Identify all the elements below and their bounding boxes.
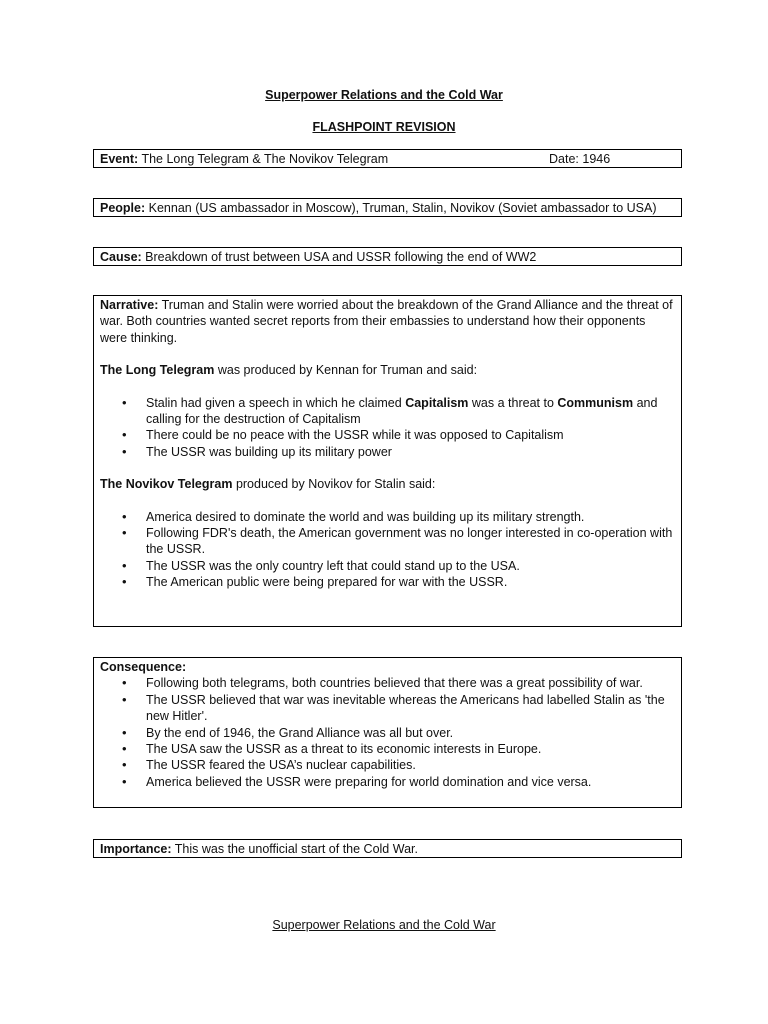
- list-item: • The USA saw the USSR as a threat to its economic interests in Europe.: [146, 741, 675, 757]
- list-item: • By the end of 1946, the Grand Alliance was all but over.: [146, 725, 675, 741]
- list-item: • America desired to dominate the world and was building up its military strength.: [146, 509, 675, 525]
- narrative-intro: Truman and Stalin were worried about the breakdown of the Grand Alliance and the threat of war. Both countries wanted secret reports from their embassies to understand how their opponents were thinking.: [100, 298, 673, 345]
- event-box: [93, 149, 682, 168]
- footer-title: Superpower Relations and the Cold War: [272, 918, 496, 932]
- cause-label: Cause:: [100, 250, 142, 264]
- list-item-text: and calling for the destruction of Capitalism: [146, 395, 658, 427]
- long-telegram-list: [100, 395, 675, 461]
- cause-value: Breakdown of trust between USA and USSR following the end of WW2: [145, 250, 537, 264]
- importance-value: This was the unofficial start of the Cold War.: [174, 842, 418, 856]
- people-label: People:: [100, 201, 146, 215]
- people-box: [93, 198, 682, 217]
- list-item: • America believed the USSR were preparing for world domination and vice versa.: [146, 774, 675, 790]
- consequence-list: [100, 675, 675, 790]
- list-item: • The USSR was building up its military power: [146, 444, 675, 460]
- narrative-box: [93, 295, 682, 627]
- list-item-text: was a threat to: [471, 395, 554, 410]
- event-value: The Long Telegram & The Novikov Telegram: [141, 152, 389, 166]
- list-item-text: Communism: [557, 395, 634, 410]
- list-item-text: Capitalism: [405, 395, 469, 410]
- list-item: • Following FDR's death, the American government was no longer interested in co-operation with the USSR.: [146, 525, 675, 558]
- list-item: [146, 395, 675, 428]
- novikov-telegram-intro: produced by Novikov for Stalin said:: [235, 477, 436, 492]
- novikov-telegram-list: [100, 509, 675, 591]
- consequence-label: Consequence:: [100, 660, 187, 674]
- list-item: • The USSR feared the USA’s nuclear capabilities.: [146, 757, 675, 773]
- people-value: Kennan (US ambassador in Moscow), Truman, Stalin, Novikov (Soviet ambassador to USA): [148, 201, 657, 215]
- importance-label: Importance:: [100, 842, 172, 856]
- list-item: • Following both telegrams, both countries believed that there was a great possibility of war.: [146, 675, 675, 691]
- date-value: 1946: [582, 152, 611, 166]
- date-label: Date:: [549, 152, 579, 166]
- consequence-box: [93, 657, 682, 808]
- long-telegram-intro: was produced by Kennan for Truman and said:: [217, 363, 478, 378]
- novikov-telegram-heading: The Novikov Telegram: [100, 477, 233, 492]
- list-item: • The USSR believed that war was inevitable whereas the Americans had labelled Stalin as 'the new Hitler'.: [146, 692, 675, 725]
- list-item: • The American public were being prepared for war with the USSR.: [146, 574, 675, 590]
- long-telegram-heading: The Long Telegram: [100, 363, 215, 378]
- narrative-label: Narrative:: [100, 298, 159, 312]
- importance-box: [93, 839, 682, 858]
- page-subtitle: FLASHPOINT REVISION: [312, 120, 456, 134]
- list-item: • There could be no peace with the USSR while it was opposed to Capitalism: [146, 427, 675, 443]
- list-item-text: Stalin had given a speech in which he claimed: [146, 395, 402, 410]
- cause-box: [93, 247, 682, 266]
- page-title: Superpower Relations and the Cold War: [265, 88, 503, 102]
- event-label: Event:: [100, 152, 139, 166]
- list-item: • The USSR was the only country left that could stand up to the USA.: [146, 558, 675, 574]
